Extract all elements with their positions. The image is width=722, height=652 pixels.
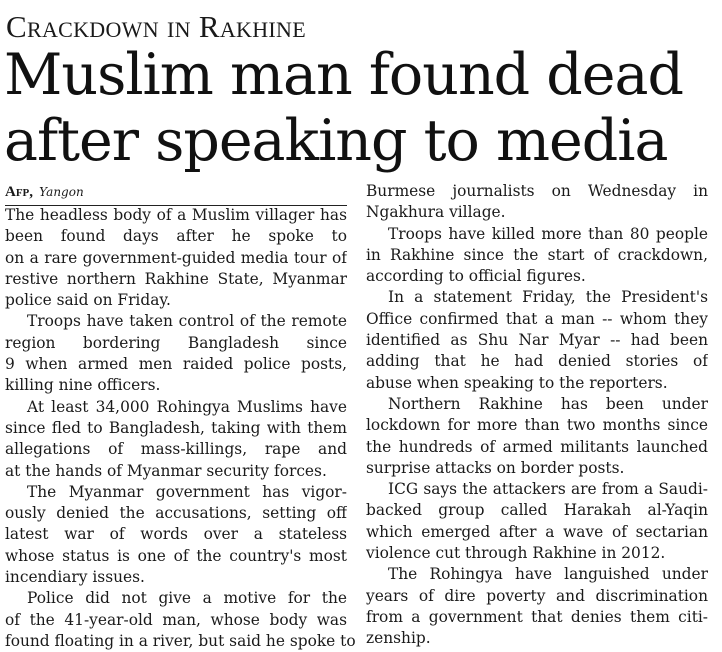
paragraph-line: The Myanmar government has vigor-: [27, 482, 347, 501]
article-paragraph: [5, 397, 347, 482]
byline-agency: Afp,: [5, 184, 34, 200]
paragraph-line: abuse when speaking to the reporters.: [366, 373, 668, 392]
paragraph-line: The headless body of a Muslim villager has: [5, 206, 347, 224]
left-column: [5, 182, 356, 652]
left-column-body: [5, 205, 356, 652]
paragraph-line: from a government that denies them citi-: [366, 607, 708, 626]
paragraph-line: backed group called Harakah al-Yaqin: [366, 501, 708, 520]
byline: [5, 182, 347, 203]
paragraph-line: At least 34,000 Rohingya Muslims have: [27, 397, 347, 416]
article-paragraph: [366, 181, 708, 224]
paragraph-line: identified as Shu Nar Myar -- had been: [366, 331, 708, 350]
paragraph-line: Police did not give a motive for the: [27, 589, 347, 608]
paragraph-line: Troops have taken control of the remote: [27, 312, 347, 331]
paragraph-line: ously denied the accusations, setting off: [5, 504, 347, 523]
right-column: [366, 181, 708, 650]
article-paragraph: [366, 224, 708, 288]
paragraph-line: according to official figures.: [366, 267, 586, 286]
paragraph-line: allegations of mass-killings, rape and: [5, 440, 347, 459]
paragraph-line: restive northern Rakhine State, Myanmar: [5, 269, 347, 288]
paragraph-line: adding that he had denied stories of: [366, 352, 708, 371]
paragraph-line: Northern Rakhine has been under: [388, 394, 708, 413]
paragraph-line: since fled to Bangladesh, taking with them: [5, 418, 347, 437]
headline-line: after speaking to media: [4, 108, 668, 174]
paragraph-line: zenship.: [366, 629, 431, 648]
article-paragraph: [5, 205, 347, 311]
paragraph-line: violence cut through Rakhine in 2012.: [366, 544, 666, 563]
paragraph-line: in Rakhine since the start of crackdown,: [366, 245, 708, 264]
paragraph-line: at the hands of Myanmar security forces.: [5, 461, 327, 480]
paragraph-line: police said on Friday.: [5, 291, 171, 310]
paragraph-line: The Rohingya have languished under: [388, 565, 708, 584]
paragraph-line: whose status is one of the country's most: [5, 546, 347, 565]
paragraph-line: ICG says the attackers are from a Saudi-: [388, 480, 708, 499]
article-paragraph: [5, 311, 347, 396]
paragraph-line: Ngakhura village.: [366, 203, 506, 222]
paragraph-line: found floating in a river, but said he spoke to: [5, 631, 356, 650]
paragraph-line: which emerged after a wave of sectarian: [366, 522, 708, 541]
article-paragraph: [366, 564, 708, 649]
paragraph-line: been found days after he spoke to: [5, 227, 347, 246]
paragraph-line: Troops have killed more than 80 people: [388, 224, 708, 243]
paragraph-line: incendiary issues.: [5, 568, 145, 587]
article-paragraph: [366, 287, 708, 393]
article-paragraph: [5, 482, 347, 588]
article-paragraph: [366, 394, 708, 479]
article-paragraph: [366, 479, 708, 564]
paragraph-line: on a rare government-guided media tour of: [5, 248, 347, 267]
paragraph-line: region bordering Bangladesh since: [5, 333, 347, 352]
article-kicker: Crackdown in Rakhine: [6, 9, 306, 44]
paragraph-line: surprise attacks on border posts.: [366, 458, 625, 477]
byline-rule: [5, 205, 347, 206]
paragraph-line: Office confirmed that a man -- whom they: [366, 309, 708, 328]
paragraph-line: Burmese journalists on Wednesday in: [366, 182, 708, 200]
headline-line: Muslim man found dead: [4, 42, 683, 108]
right-column-body: [366, 181, 708, 650]
paragraph-line: killing nine officers.: [5, 376, 161, 395]
paragraph-line: the hundreds of armed militants launched: [366, 437, 708, 456]
paragraph-line: In a statement Friday, the President's: [388, 288, 708, 307]
article-paragraph: [5, 588, 356, 652]
paragraph-line: years of dire poverty and discrimination: [366, 586, 708, 605]
article-headline: [4, 42, 720, 174]
paragraph-line: 9 when armed men raided police posts,: [5, 355, 347, 374]
paragraph-line: of the 41-year-old man, whose body was: [5, 610, 347, 629]
byline-location: Yangon: [39, 185, 84, 199]
paragraph-line: lockdown for more than two months since: [366, 416, 708, 435]
paragraph-line: latest war of words over a stateless: [5, 525, 347, 544]
